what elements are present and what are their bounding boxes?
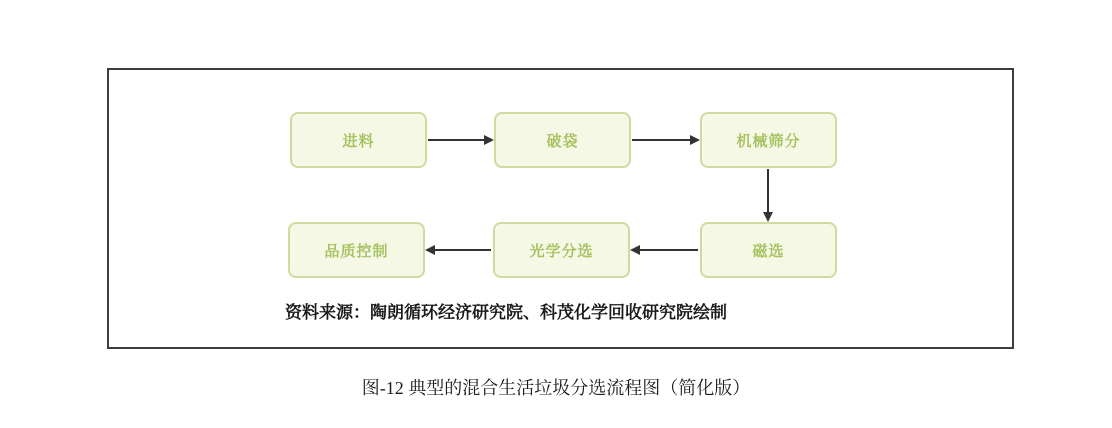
flow-node-feed (290, 112, 427, 168)
arrow-optical-sorting-to-quality-control-icon (427, 249, 491, 251)
flow-node-mechanical-screening (700, 112, 837, 168)
source-note: 资料来源：陶朗循环经济研究院、科茂化学回收研究院绘制 (285, 303, 727, 322)
flow-node-bag-breaking-label: 破袋 (546, 132, 579, 150)
arrow-mechanical-screening-to-magnetic-separation-icon (767, 169, 769, 220)
flow-node-optical-sorting (493, 222, 630, 278)
flow-node-magnetic-separation (700, 222, 837, 278)
flow-node-quality-control (288, 222, 425, 278)
flow-node-optical-sorting-label: 光学分选 (529, 242, 594, 260)
flow-node-feed-label: 进料 (342, 132, 375, 150)
arrow-magnetic-separation-to-optical-sorting-icon (632, 249, 698, 251)
flow-node-quality-control-label: 品质控制 (324, 242, 389, 260)
arrow-feed-to-bag-breaking-icon (428, 139, 492, 141)
flow-node-magnetic-separation-label: 磁选 (752, 242, 785, 260)
arrow-bag-breaking-to-mechanical-screening-icon (632, 139, 698, 141)
flow-node-mechanical-screening-label: 机械筛分 (736, 132, 801, 150)
flow-node-bag-breaking (494, 112, 631, 168)
figure-caption: 图-12 典型的混合生活垃圾分选流程图（简化版） (361, 378, 751, 398)
